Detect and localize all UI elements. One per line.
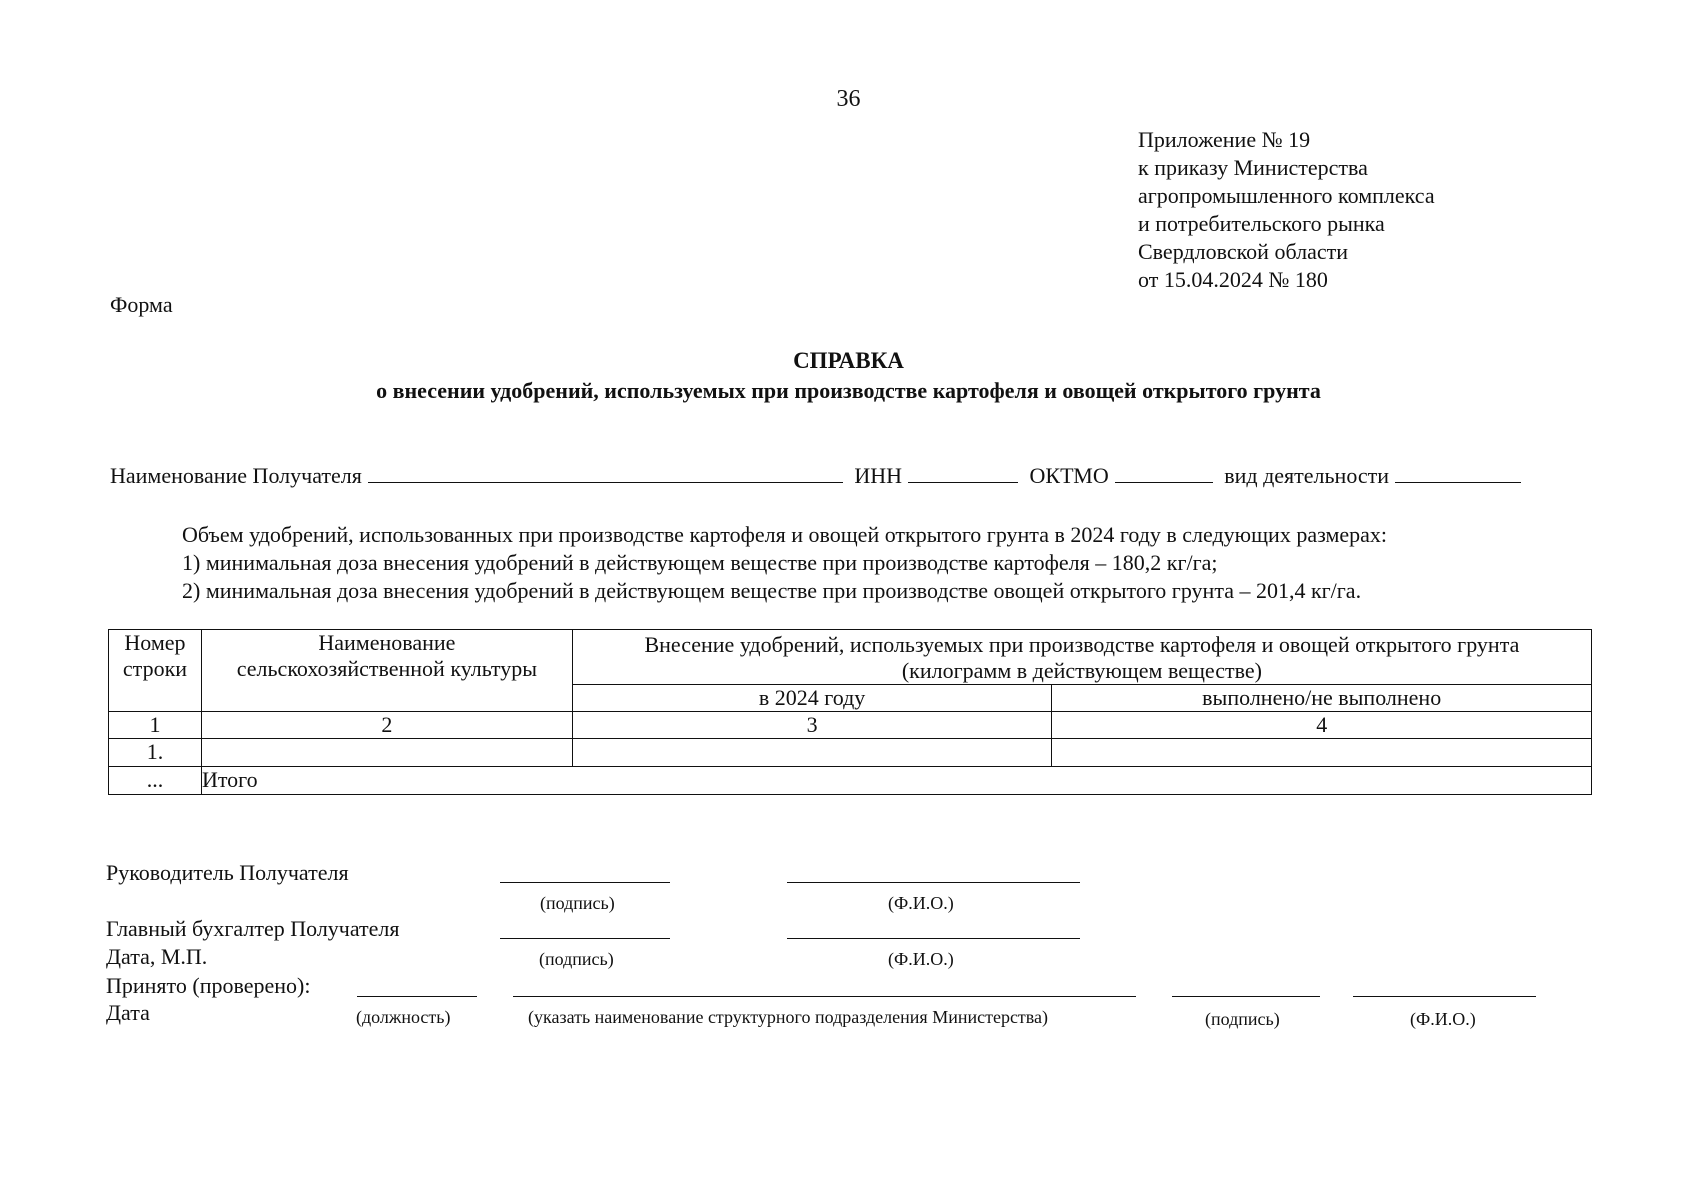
- date-stamp-label: Дата, М.П.: [106, 944, 208, 969]
- numbering-cell: 3: [572, 712, 1052, 739]
- date-label: Дата: [106, 1000, 150, 1025]
- head-fio-field[interactable]: [787, 868, 1080, 883]
- year-value-cell[interactable]: [572, 739, 1052, 767]
- chief-signature-field[interactable]: [500, 924, 670, 939]
- position-caption: (должность): [356, 1007, 451, 1027]
- inn-field[interactable]: [908, 462, 1018, 483]
- total-label-cell: Итого: [201, 767, 1591, 795]
- oktmo-field[interactable]: [1115, 462, 1213, 483]
- recipient-name-field[interactable]: [368, 462, 843, 483]
- activity-field[interactable]: [1395, 462, 1521, 483]
- numbering-cell: 1: [109, 712, 202, 739]
- fio-caption: (Ф.И.О.): [1410, 1009, 1476, 1029]
- crop-cell[interactable]: [201, 739, 572, 767]
- inn-label: ИНН: [854, 463, 903, 488]
- fio-caption: (Ф.И.О.): [888, 893, 954, 913]
- department-field[interactable]: [513, 982, 1136, 997]
- header-status: выполнено/не выполнено: [1052, 685, 1592, 712]
- volume-item-vegetables: 2) минимальная доза внесения удобрений в действующем веществе при производстве овощей открытого грунта – 201,4 кг/га.: [182, 578, 1362, 603]
- row-number-cell: 1.: [109, 739, 202, 767]
- appendix-line: к приказу Министерства: [1138, 155, 1368, 180]
- oktmo-label: ОКТМО: [1029, 463, 1109, 488]
- accepted-signature-field[interactable]: [1172, 982, 1320, 997]
- page-number: 36: [836, 86, 861, 112]
- header-fertilizer-group: Внесение удобрений, используемых при производстве картофеля и овощей открытого грунта (килограмм в действующем веществе): [572, 630, 1591, 685]
- form-label: Форма: [110, 292, 173, 317]
- appendix-line: Свердловской области: [1138, 239, 1348, 264]
- header-year: в 2024 году: [572, 685, 1052, 712]
- activity-label: вид деятельности: [1224, 463, 1390, 488]
- appendix-block: [1138, 126, 1435, 294]
- accepted-fio-field[interactable]: [1353, 982, 1536, 997]
- department-caption: (указать наименование структурного подразделения Министерства): [528, 1007, 1049, 1027]
- recipient-row: [110, 462, 1521, 489]
- recipient-name-label: Наименование Получателя: [110, 463, 362, 488]
- header-row-number: Номер строки: [109, 630, 202, 712]
- chief-accountant-label: Главный бухгалтер Получателя: [106, 916, 400, 941]
- table-total-row: [109, 767, 1592, 795]
- table-header-row: [109, 630, 1592, 685]
- signature-caption: (подпись): [540, 893, 615, 913]
- appendix-line: агропромышленного комплекса: [1138, 183, 1435, 208]
- numbering-cell: 4: [1052, 712, 1592, 739]
- table-numbering-row: [109, 712, 1592, 739]
- fertilizer-table: [108, 629, 1592, 795]
- document-subtitle: о внесении удобрений, используемых при производстве картофеля и овощей открытого грунта: [376, 378, 1321, 403]
- document-title: СПРАВКА: [793, 348, 904, 373]
- header-crop-name: Наименование сельскохозяйственной культуры: [201, 630, 572, 712]
- numbering-cell: 2: [201, 712, 572, 739]
- accepted-label: Принято (проверено):: [106, 973, 311, 998]
- table-row: [109, 739, 1592, 767]
- appendix-line: Приложение № 19: [1138, 127, 1311, 152]
- signature-caption: (подпись): [539, 949, 614, 969]
- fio-caption: (Ф.И.О.): [888, 949, 954, 969]
- volume-intro: Объем удобрений, использованных при производстве картофеля и овощей открытого грунта в 2024 году в следующих размерах:: [182, 522, 1388, 547]
- chief-fio-field[interactable]: [787, 924, 1080, 939]
- signature-caption: (подпись): [1205, 1009, 1280, 1029]
- appendix-line: от 15.04.2024 № 180: [1138, 267, 1328, 292]
- head-of-recipient-label: Руководитель Получателя: [106, 860, 349, 885]
- total-row-number-cell: ...: [109, 767, 202, 795]
- head-signature-field[interactable]: [500, 868, 670, 883]
- status-cell[interactable]: [1052, 739, 1592, 767]
- volume-item-potato: 1) минимальная доза внесения удобрений в действующем веществе при производстве картофеля – 180,2 кг/га;: [182, 550, 1218, 575]
- appendix-line: и потребительского рынка: [1138, 211, 1385, 236]
- position-field[interactable]: [357, 982, 477, 997]
